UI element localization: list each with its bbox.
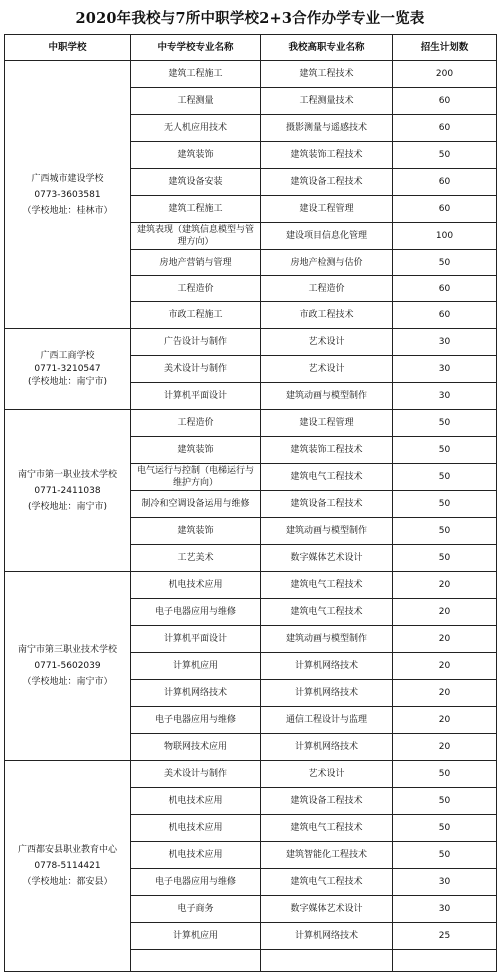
enrollment-quota-cell: 30 xyxy=(393,329,497,356)
school-cell xyxy=(5,61,131,329)
enrollment-quota-cell: 20 xyxy=(393,572,497,599)
secondary-major-cell: 计算机平面设计 xyxy=(131,626,261,653)
secondary-major-cell xyxy=(131,950,261,972)
higher-major-cell: 数字媒体艺术设计 xyxy=(261,545,393,572)
higher-major-cell: 建筑动画与模型制作 xyxy=(261,518,393,545)
header-enrollment-plan: 招生计划数 xyxy=(393,35,497,61)
enrollment-quota-cell: 50 xyxy=(393,518,497,545)
secondary-major-cell: 电子商务 xyxy=(131,896,261,923)
higher-major-cell: 建筑电气工程技术 xyxy=(261,815,393,842)
school-phone: 0773-3603581 xyxy=(34,189,101,200)
secondary-major-cell: 建筑工程施工 xyxy=(131,196,261,223)
enrollment-quota-cell xyxy=(393,950,497,972)
enrollment-quota-cell: 50 xyxy=(393,545,497,572)
higher-major-cell: 建筑动画与模型制作 xyxy=(261,626,393,653)
higher-major-cell: 建筑设备工程技术 xyxy=(261,169,393,196)
higher-major-cell: 建筑电气工程技术 xyxy=(261,464,393,491)
school-name: 广西城市建设学校 xyxy=(31,173,104,184)
secondary-major-cell: 工程造价 xyxy=(131,410,261,437)
higher-major-cell: 建筑电气工程技术 xyxy=(261,869,393,896)
enrollment-quota-cell: 50 xyxy=(393,437,497,464)
higher-major-cell: 工程造价 xyxy=(261,276,393,302)
enrollment-quota-cell: 20 xyxy=(393,680,497,707)
enrollment-quota-cell: 30 xyxy=(393,383,497,410)
higher-major-cell: 市政工程技术 xyxy=(261,302,393,329)
secondary-major-cell: 电子电器应用与维修 xyxy=(131,599,261,626)
higher-major-cell: 数字媒体艺术设计 xyxy=(261,896,393,923)
secondary-major-cell: 建筑设备安装 xyxy=(131,169,261,196)
enrollment-quota-cell: 60 xyxy=(393,196,497,223)
enrollment-quota-cell: 60 xyxy=(393,169,497,196)
secondary-major-cell: 建筑装饰 xyxy=(131,518,261,545)
secondary-major-cell: 建筑工程施工 xyxy=(131,61,261,88)
school-phone: 0771-3210547 xyxy=(34,364,101,374)
higher-major-cell xyxy=(261,950,393,972)
secondary-major-cell: 机电技术应用 xyxy=(131,572,261,599)
enrollment-quota-cell: 20 xyxy=(393,653,497,680)
higher-major-cell: 摄影测量与遥感技术 xyxy=(261,115,393,142)
enrollment-quota-cell: 20 xyxy=(393,626,497,653)
school-cell xyxy=(5,410,131,572)
table-row xyxy=(5,761,497,788)
secondary-major-cell: 无人机应用技术 xyxy=(131,115,261,142)
school-address: （学校地址：桂林市） xyxy=(22,205,113,216)
school-address: (学校地址：南宁市) xyxy=(27,377,108,387)
enrollment-quota-cell: 50 xyxy=(393,464,497,491)
school-name: 广西工商学校 xyxy=(40,351,95,361)
enrollment-quota-cell: 50 xyxy=(393,491,497,518)
enrollment-quota-cell: 50 xyxy=(393,410,497,437)
enrollment-quota-cell: 50 xyxy=(393,788,497,815)
school-cell xyxy=(5,329,131,410)
page-title: 2020年我校与7所中职学校2+3合作办学专业一览表 xyxy=(75,10,425,27)
higher-major-cell: 艺术设计 xyxy=(261,761,393,788)
higher-major-cell: 通信工程设计与监理 xyxy=(261,707,393,734)
header-higher-major: 我校高职专业名称 xyxy=(261,35,393,61)
school-name: 南宁市第三职业技术学校 xyxy=(17,645,117,655)
enrollment-quota-cell: 60 xyxy=(393,115,497,142)
school-phone: 0778-5114421 xyxy=(34,861,101,871)
higher-major-cell: 建筑智能化工程技术 xyxy=(261,842,393,869)
secondary-major-cell: 电气运行与控制（电梯运行与维护方向） xyxy=(131,464,261,491)
enrollment-quota-cell: 50 xyxy=(393,250,497,276)
school-info xyxy=(8,350,127,388)
higher-major-cell: 建筑设备工程技术 xyxy=(261,788,393,815)
school-phone: 0771-2411038 xyxy=(34,485,101,496)
higher-major-cell: 工程测量技术 xyxy=(261,88,393,115)
enrollment-quota-cell: 60 xyxy=(393,276,497,302)
secondary-major-cell: 工程测量 xyxy=(131,88,261,115)
secondary-major-cell: 广告设计与制作 xyxy=(131,329,261,356)
table-header-row xyxy=(5,35,497,61)
enrollment-quota-cell: 50 xyxy=(393,142,497,169)
enrollment-quota-cell: 100 xyxy=(393,223,497,250)
secondary-major-cell: 机电技术应用 xyxy=(131,788,261,815)
secondary-major-cell: 建筑表现（建筑信息模型与管理方向） xyxy=(131,223,261,250)
secondary-major-cell: 美术设计与制作 xyxy=(131,761,261,788)
enrollment-quota-cell: 30 xyxy=(393,356,497,383)
secondary-major-cell: 计算机应用 xyxy=(131,653,261,680)
higher-major-cell: 建筑电气工程技术 xyxy=(261,599,393,626)
higher-major-cell: 建筑电气工程技术 xyxy=(261,572,393,599)
enrollment-quota-cell: 50 xyxy=(393,815,497,842)
higher-major-cell: 计算机网络技术 xyxy=(261,734,393,761)
higher-major-cell: 建设项目信息化管理 xyxy=(261,223,393,250)
enrollment-quota-cell: 25 xyxy=(393,923,497,950)
majors-table xyxy=(4,34,497,972)
school-name: 南宁市第一职业技术学校 xyxy=(17,469,117,480)
table-row xyxy=(5,329,497,356)
school-address: （学校地址：都安县） xyxy=(22,877,113,887)
secondary-major-cell: 电子电器应用与维修 xyxy=(131,869,261,896)
higher-major-cell: 房地产检测与估价 xyxy=(261,250,393,276)
enrollment-quota-cell: 50 xyxy=(393,842,497,869)
secondary-major-cell: 机电技术应用 xyxy=(131,842,261,869)
enrollment-quota-cell: 60 xyxy=(393,302,497,329)
enrollment-quota-cell: 60 xyxy=(393,88,497,115)
secondary-major-cell: 工艺美术 xyxy=(131,545,261,572)
enrollment-quota-cell: 20 xyxy=(393,599,497,626)
higher-major-cell: 建筑设备工程技术 xyxy=(261,491,393,518)
enrollment-quota-cell: 20 xyxy=(393,707,497,734)
higher-major-cell: 计算机网络技术 xyxy=(261,653,393,680)
higher-major-cell: 建筑动画与模型制作 xyxy=(261,383,393,410)
school-address: (学校地址：南宁市) xyxy=(27,501,108,512)
higher-major-cell: 艺术设计 xyxy=(261,356,393,383)
enrollment-quota-cell: 30 xyxy=(393,869,497,896)
secondary-major-cell: 美术设计与制作 xyxy=(131,356,261,383)
secondary-major-cell: 计算机平面设计 xyxy=(131,383,261,410)
secondary-major-cell: 物联网技术应用 xyxy=(131,734,261,761)
higher-major-cell: 建设工程管理 xyxy=(261,196,393,223)
school-address: （学校地址：南宁市） xyxy=(22,677,113,687)
table-row xyxy=(5,572,497,599)
enrollment-quota-cell: 200 xyxy=(393,61,497,88)
higher-major-cell: 建筑装饰工程技术 xyxy=(261,437,393,464)
secondary-major-cell: 建筑装饰 xyxy=(131,142,261,169)
secondary-major-cell: 计算机网络技术 xyxy=(131,680,261,707)
higher-major-cell: 计算机网络技术 xyxy=(261,680,393,707)
school-name: 广西都安县职业教育中心 xyxy=(17,845,117,855)
secondary-major-cell: 房地产营销与管理 xyxy=(131,250,261,276)
secondary-major-cell: 市政工程施工 xyxy=(131,302,261,329)
school-info xyxy=(8,173,127,217)
secondary-major-cell: 电子电器应用与维修 xyxy=(131,707,261,734)
table-row xyxy=(5,410,497,437)
school-phone: 0771-5602039 xyxy=(34,661,101,671)
table-row xyxy=(5,61,497,88)
higher-major-cell: 建设工程管理 xyxy=(261,410,393,437)
higher-major-cell: 建筑工程技术 xyxy=(261,61,393,88)
higher-major-cell: 建筑装饰工程技术 xyxy=(261,142,393,169)
header-school: 中职学校 xyxy=(5,35,131,61)
secondary-major-cell: 制冷和空调设备运用与维修 xyxy=(131,491,261,518)
secondary-major-cell: 工程造价 xyxy=(131,276,261,302)
enrollment-quota-cell: 20 xyxy=(393,734,497,761)
secondary-major-cell: 机电技术应用 xyxy=(131,815,261,842)
higher-major-cell: 计算机网络技术 xyxy=(261,923,393,950)
header-secondary-major: 中专学校专业名称 xyxy=(131,35,261,61)
higher-major-cell: 艺术设计 xyxy=(261,329,393,356)
secondary-major-cell: 建筑装饰 xyxy=(131,437,261,464)
school-info xyxy=(8,644,127,688)
school-info xyxy=(8,469,127,513)
school-cell xyxy=(5,761,131,972)
secondary-major-cell: 计算机应用 xyxy=(131,923,261,950)
enrollment-quota-cell: 50 xyxy=(393,761,497,788)
school-cell xyxy=(5,572,131,761)
enrollment-quota-cell: 30 xyxy=(393,896,497,923)
school-info xyxy=(8,844,127,888)
